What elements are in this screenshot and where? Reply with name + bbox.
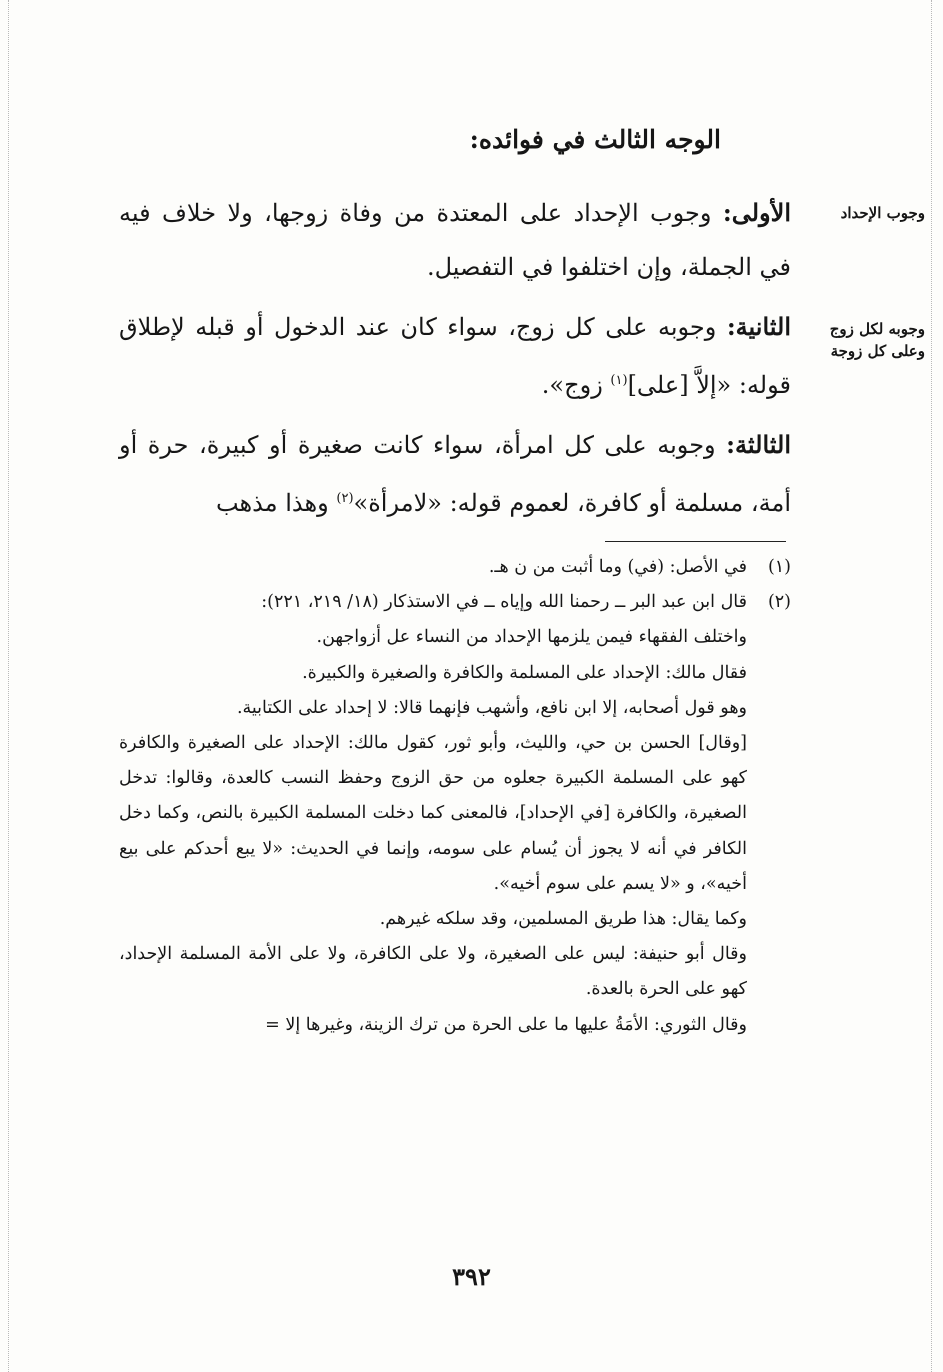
margin-note-1: وجوب الإحداد [840, 204, 925, 222]
paragraph-second [119, 300, 791, 412]
paragraph-lead: الثالثة: [726, 430, 791, 459]
paragraph-first [119, 186, 791, 294]
footnote-paragraph: وقال أبو حنيفة: ليس على الصغيرة، ولا على الكافرة، ولا على الأمة المسلمة الإحداد، كهو على الحرة بالعدة. [119, 944, 747, 1000]
paragraph-third [119, 418, 791, 530]
footnote-number: (٢) [767, 592, 791, 613]
footnote-ref: (١) [610, 373, 628, 388]
footnote-paragraph: وهو قول أصحابه، إلا ابن نافع، وأشهب فإنهما قالا: لا إحداد على الكتابية. [236, 697, 747, 718]
paragraph-text: وجوب الإحداد على المعتدة من وفاة زوجها، ولا خلاف فيه في الجملة، وإن اختلفوا في التفصيل. [119, 199, 791, 281]
footnotes [119, 550, 791, 1043]
page-number: ٣٩٢ [452, 1262, 491, 1291]
paragraph-tail: وهذا مذهب [215, 489, 337, 517]
footnote-paragraph: وقال الثوري: الأمَةُ عليها ما على الحرة من ترك الزينة، وغيرها إلا = [265, 1014, 747, 1035]
scan-edge-dots [8, 0, 9, 1372]
footnote-text: في الأصل: (في) وما أثبت من ن هـ. [488, 557, 747, 577]
footnote-paragraph: [وقال] الحسن بن حي، والليث، وأبو ثور، كقول مالك: الإحداد على الصغيرة والكافرة كهو على المسلمة الكبيرة جعلوه من حق الزوج وحفظ النسب كالعدة، وقالوا: تدخل الصغيرة، والكافرة [في الإحداد]، فالمعنى كما دخلت المسلمة الكبيرة بالنص، وكما دخل الكافر في أنه لا يجوز أن يُسام على سومه، وإنما في الحديث: «لا يبع أحدكم على بيع أخيه»، و «لا يسم على سوم أخيه». [119, 733, 747, 894]
paragraph-text: وجوبه على كل امرأة، سواء كانت صغيرة أو كبيرة، حرة أو أمة، مسلمة أو كافرة، لعموم قوله: «لامرأة» [119, 431, 791, 517]
paragraph-text: وجوبه على كل زوج، سواء كان عند الدخول أو قبله لإطلاق قوله: «إلاَّ [على] [119, 313, 791, 399]
footnote-separator [605, 541, 786, 542]
paragraph-lead: الأولى: [722, 198, 791, 227]
paragraph-lead: الثانية: [726, 312, 791, 341]
section-heading: الوجه الثالث في فوائده: [469, 125, 721, 154]
footnote-number: (١) [767, 557, 791, 577]
margin-note-2: وجوبه لكل زوج وعلى كل زوجة [829, 320, 925, 360]
scan-edge-dots [931, 0, 932, 1372]
footnote-2 [119, 585, 791, 620]
footnote-paragraph: فقال مالك: الإحداد على المسلمة والكافرة والصغيرة والكبيرة. [302, 662, 747, 683]
footnote-text: قال ابن عبد البر ــ رحمنا الله وإياه ــ في الاستذكار (١٨/ ٢١٩، ٢٢١): [261, 592, 747, 613]
footnote-paragraph: وكما يقال: هذا طريق المسلمين، وقد سلكه غيرهم. [379, 909, 747, 930]
footnote-paragraph: واختلف الفقهاء فيمن يلزمها الإحداد من النساء عل أزواجهن. [316, 627, 747, 648]
footnote-1 [119, 550, 791, 585]
footnote-ref: (٢) [336, 491, 354, 506]
paragraph-tail: زوج». [541, 371, 611, 399]
